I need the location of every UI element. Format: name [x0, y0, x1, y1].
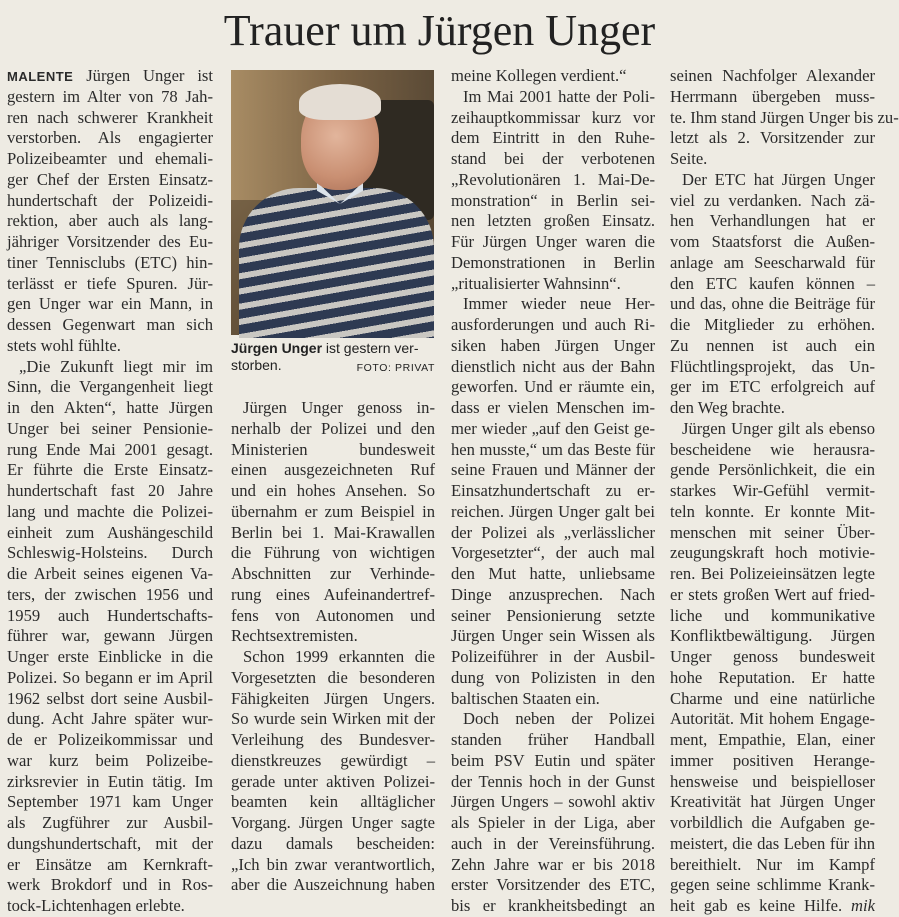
article-line: beamten kein alltäglicher [231, 792, 435, 812]
article-line: Konfliktbewältigung. Jürgen [670, 626, 875, 646]
article-line: ren nach schwerer Krankheit [7, 107, 213, 127]
article-line: „Ich bin zwar verantwortlich, [231, 854, 435, 874]
article-line: tiner Tennisclubs (ETC) hin- [7, 252, 213, 272]
article-line: dienstlich nicht aus der Bahn [451, 356, 655, 376]
article-line: Schleswig-Holsteins. Durch [7, 543, 213, 563]
article-line: beim PSV Eutin und später [451, 750, 655, 770]
article-line: 1962 selbst dort seine Ausbil- [7, 688, 213, 708]
article-line: Flüchtlingsprojekt, das Un- [670, 356, 875, 376]
article-line: übernahm er zum Beispiel in [231, 501, 435, 521]
article-line: Unger erste Einblicke in die [7, 647, 213, 666]
caption-name: Jürgen Unger [231, 340, 323, 356]
article-line: einheit zum Aushängeschild [7, 522, 213, 542]
article-line: der Polizei als „verlässlicher [451, 522, 655, 542]
article-line: standen früher Handball [451, 730, 655, 749]
article-line: rektion, aber auch als lang- [7, 211, 213, 231]
article-line [7, 66, 213, 87]
article-line: Zehn Jahre war er bis 2018 [451, 854, 655, 874]
article-line: er Einsätze am Kernkraft- [7, 854, 213, 874]
article-line: dessen Gegenwart man sich [7, 315, 213, 334]
article-line: die Mitglieder zu erhöhen. [670, 315, 875, 334]
article-line: ger Chef der Ersten Einsatz- [7, 169, 213, 189]
article-line: Vorgesetzten die besonderen [231, 667, 435, 687]
article-line: dienstkreuzes gewürdigt – [231, 750, 435, 770]
article-line: fens von Autonomen und [231, 605, 435, 625]
article-line: reichen. Jürgen Unger galt bei [451, 501, 655, 521]
article-line: September 1971 kam Unger [7, 792, 213, 812]
article-line: seine Frauen und Männer der [451, 460, 655, 480]
article-line: te. Ihm stand Jürgen Unger bis zu- [670, 107, 899, 127]
article-column-1 [7, 66, 213, 915]
article-line: baltischen Staaten ein. [451, 688, 600, 708]
article-line: Dinge anzusprechen. Nach [451, 584, 655, 604]
article-line: Jürgen Unger genoss in- [243, 398, 435, 417]
article-line: Jürgen Ungers – sowohl aktiv [451, 792, 655, 812]
article-line: Für Jürgen Unger waren die [451, 232, 655, 251]
article-line: Abschnitten zur Verhinde- [231, 564, 435, 583]
article-line: Vorgesetzter“, der auch mal [451, 543, 655, 563]
article-line [670, 896, 875, 917]
article-line: Ministerien bundesweit [231, 439, 435, 459]
article-line: werk Brokdorf und in Ros- [7, 875, 213, 895]
article-line: terlässt er tiefe Spuren. Jür- [7, 273, 213, 293]
article-line: gerade unter aktiven Polizei- [231, 771, 435, 791]
article-line: Berlin bei 1. Mai-Krawallen [231, 522, 435, 542]
article-column-4 [670, 66, 899, 915]
article-line: gegen seine schlimme Krank- [670, 875, 875, 895]
article-line: Jürgen Unger gilt als ebenso [682, 418, 875, 438]
article-line: 1959 auch Hundertschafts- [7, 605, 213, 625]
article-line: Demonstrationen in Berlin [451, 252, 655, 272]
article-line: starkes Wir-Gefühl vermit- [670, 481, 875, 500]
article-line: Charme und eine natürliche [670, 688, 875, 708]
article-line: de er Polizeikommissar und [7, 730, 213, 749]
article-line: So wurde sein Wirken mit der [231, 709, 435, 729]
article-line: dung. Acht Jahre später wur- [7, 709, 213, 729]
article-line: Rechtsextremisten. [231, 626, 358, 646]
article-line: tock-Lichtenhagen erlebte. [7, 896, 185, 915]
article-line: verstorben. Als engagierter [7, 128, 213, 148]
article-line: er stets großen Wert auf fried- [670, 584, 875, 604]
article-line: gestern im Alter von 78 Jah- [7, 86, 213, 106]
article-line: einen ausgezeichneten Ruf [231, 460, 435, 480]
article-line: der Tennis hoch in der Gunst [451, 771, 655, 791]
article-line: hundertschaft der Polizeidi- [7, 190, 213, 210]
portrait-photo [231, 70, 434, 335]
article-line: die Führung von wichtigen [231, 543, 435, 563]
article-line: rung Ende Mai 2001 gesagt. [7, 439, 213, 459]
article-line: vorbildlich die Aufgaben ge- [670, 813, 875, 832]
article-line: ters, der zwischen 1956 und [7, 584, 213, 604]
article-line: hen Verhandlungen hat er [670, 211, 875, 231]
article-line: Seite. [670, 149, 708, 168]
article-column-3 [451, 66, 655, 915]
article-line: bis er krankheitsbedingt an [451, 896, 655, 915]
article-line: ren. Bei Polizeieinsätzen legte [670, 564, 875, 583]
article-line: und ein hohes Ansehen. So [231, 481, 435, 500]
article-line: zeugungskraft hoch motivie- [670, 543, 875, 563]
article-line: dem Eintritt in den Ruhe- [451, 128, 655, 148]
dateline: MALENTE [7, 69, 74, 84]
caption-text: ist gestern ver- [322, 340, 419, 356]
photo-caption [231, 340, 435, 377]
article-line: Polizeibeamter und ehemali- [7, 149, 213, 168]
article-line: den ETC kaufen können – [670, 273, 875, 293]
article-line: stets wohl fühlte. [7, 335, 121, 355]
article-line: Kreativität hat Jürgen Unger [670, 792, 875, 812]
article-line: menschen mit seiner Über- [670, 522, 875, 542]
article-line: Im Mai 2001 hatte der Poli- [463, 86, 655, 106]
article-line: führer war, gewann Jürgen [7, 626, 213, 646]
article-line: hen musste,“ um das Beste für [451, 439, 655, 459]
article-line: war kurz beim Polizeibe- [7, 750, 213, 770]
article-line: gen Unger war ein Mann, in [7, 294, 213, 314]
article-line: jähriger Vorsitzender des Eu- [7, 232, 213, 251]
article-line: Doch neben der Polizei [463, 709, 655, 729]
article-line: dungshundertschaft, mit der [7, 833, 213, 853]
article-line: als Zugführer zur Ausbil- [7, 813, 213, 832]
article-line: „Revolutionären 1. Mai-De- [451, 169, 655, 189]
article-line: zeihauptkommissar kurz vor [451, 107, 655, 127]
article-line: immer positiven Herange- [670, 750, 875, 770]
article-line: Unger bei seiner Pensionie- [7, 418, 213, 438]
article-line: den Weg brachte. [670, 398, 785, 417]
article-line: „ritualisierter Wahnsinn“. [451, 273, 621, 293]
article-line: hohe Reputation. Er hatte [670, 667, 875, 687]
article-line: Der ETC hat Jürgen Unger [682, 169, 875, 189]
article-line: den Mut hatte, unliebsame [451, 564, 655, 583]
article-line: anlage am Seescharwald für [670, 252, 875, 272]
article-line: erster Vorsitzender des ETC, [451, 875, 655, 895]
article-line: auch in der Vereinsführung. [451, 833, 655, 853]
author-signature: mik [851, 896, 875, 915]
article-line: aber die Auszeichnung haben [231, 875, 435, 895]
article-line: dung von Polizisten in den [451, 667, 655, 687]
article-line: meistert, die das Leben für ihn [670, 833, 875, 853]
article-line: die Arbeit seines eigenen Va- [7, 564, 213, 583]
article-line: ment, Empathie, Elan, einer [670, 730, 875, 749]
article-line: seinen Nachfolger Alexander [670, 66, 875, 85]
article-line: viel zu verdanken. Nach zä- [670, 190, 875, 210]
article-line: lang und machte die Polizei- [7, 501, 213, 521]
article-line: geworfen. Und er räumte ein, [451, 377, 655, 397]
article-line: ausforderungen und auch Ri- [451, 315, 655, 334]
caption-text-2: storben. [231, 357, 282, 373]
article-line: als Spieler in der Liga, aber [451, 813, 655, 832]
article-line: dass er vielen Menschen im- [451, 398, 655, 417]
article-line: meine Kollegen verdient.“ [451, 66, 627, 85]
article-line: mer wieder „auf den Geist ge- [451, 418, 655, 438]
article-line: siken haben Jürgen Unger [451, 335, 655, 355]
article-line: ger im ETC erfolgreich auf [670, 377, 875, 397]
article-line: Er führte die Erste Einsatz- [7, 460, 213, 480]
article-line: Unger genoss bundesweit [670, 647, 875, 666]
article-line: letzt als 2. Vorsitzender zur [670, 128, 875, 148]
article-line: Immer wieder neue Her- [463, 294, 655, 314]
article-line: nerhalb der Polizei und den [231, 418, 435, 438]
article-line: hundertschaft fast 20 Jahre [7, 481, 213, 500]
article-line: Jürgen Unger sein Wissen als [451, 626, 655, 646]
article-line: Polizei. So begann er im April [7, 667, 213, 687]
article-line: Fähigkeiten Jürgen Ungers. [231, 688, 435, 708]
article-line: Schon 1999 erkannten die [243, 647, 435, 666]
article-line: Sinn, die Vergangenheit liegt [7, 377, 213, 397]
article-line: monstration“ in Berlin sei- [451, 190, 655, 210]
article-line: liche und kommunikative [670, 605, 875, 625]
article-line: Autorität. Mit hohem Engage- [670, 709, 875, 729]
article-line: seiner Pensionierung setzte [451, 605, 655, 625]
article-line: gende Persönlichkeit, die ein [670, 460, 875, 480]
article-line: Herrmann übergeben muss- [670, 86, 875, 106]
article-line: „Die Zukunft liegt mir im [19, 356, 213, 376]
article-line: bescheidene wie herausra- [670, 439, 875, 459]
article-line: hensweise und beispielloser [670, 771, 875, 791]
article-line: vom Staatsforst die Außen- [670, 232, 875, 251]
article-column-2 [231, 398, 435, 895]
article-line: Einsatzhundertschaft zu er- [451, 481, 655, 500]
article-line: zirksrevier in Eutin tätig. Im [7, 771, 213, 791]
article-line: stand bei der verbotenen [451, 149, 655, 168]
article-line: bereithielt. Nur im Kampf [670, 854, 875, 874]
article-line: Polizeiführer in der Ausbil- [451, 647, 655, 666]
article-line: Zu nennen ist auch ein [670, 335, 875, 355]
article-line: dazu damals bescheiden: [231, 833, 435, 853]
article-line-text: Jürgen Unger ist [86, 66, 213, 85]
article-line: in den Akten“, hatte Jürgen [7, 398, 213, 417]
article-line: teln konnte. Er konnte Mit- [670, 501, 875, 521]
article-line: Verleihung des Bundesver- [231, 730, 435, 749]
article-line: rung eines Aufeinandertref- [231, 584, 435, 604]
article-line: nen letzten großen Einsatz. [451, 211, 655, 231]
article-headline: Trauer um Jürgen Unger [223, 6, 656, 55]
article-line-text: heit gab es keine Hilfe. [670, 896, 843, 915]
article-line: und das, ohne die Beiträge für [670, 294, 875, 314]
article-line: Vorgang. Jürgen Unger sagte [231, 813, 435, 832]
photo-credit: FOTO: PRIVAT [356, 362, 435, 374]
